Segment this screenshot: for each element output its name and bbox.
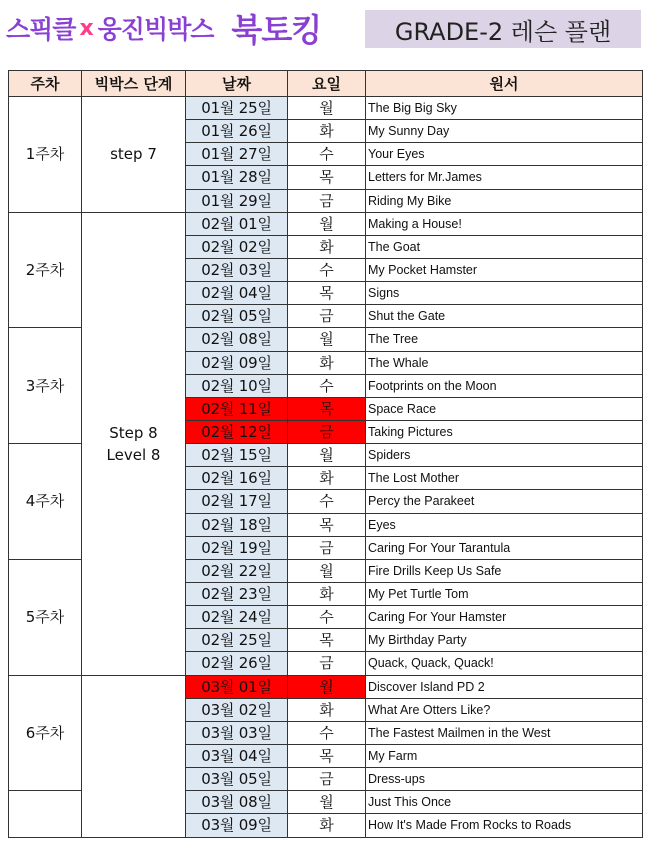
day-cell: 목 xyxy=(288,744,366,767)
book-title-cell: Eyes xyxy=(366,513,643,536)
day-cell: 수 xyxy=(288,721,366,744)
date-cell: 02월 25일 xyxy=(186,629,288,652)
header-date: 날짜 xyxy=(186,71,288,97)
book-title-cell: Fire Drills Keep Us Safe xyxy=(366,559,643,582)
day-cell: 수 xyxy=(288,374,366,397)
day-cell: 목 xyxy=(288,282,366,305)
date-cell: 03월 04일 xyxy=(186,744,288,767)
book-title-cell: Signs xyxy=(366,282,643,305)
day-cell: 화 xyxy=(288,582,366,605)
date-cell: 02월 24일 xyxy=(186,606,288,629)
brand-booktalking: 북토킹 xyxy=(231,11,322,49)
lesson-plan-table xyxy=(8,70,643,838)
book-title-cell: Letters for Mr.James xyxy=(366,166,643,189)
day-cell: 월 xyxy=(288,444,366,467)
book-title-cell: My Birthday Party xyxy=(366,629,643,652)
date-cell: 01월 28일 xyxy=(186,166,288,189)
table-row xyxy=(9,675,643,698)
stage-cell: step 7 xyxy=(82,97,186,213)
stage-cell xyxy=(82,212,186,675)
book-title-cell: My Farm xyxy=(366,744,643,767)
book-title-cell: The Tree xyxy=(366,328,643,351)
day-cell: 금 xyxy=(288,305,366,328)
week-cell: 2주차 xyxy=(9,212,82,328)
book-title-cell: Footprints on the Moon xyxy=(366,374,643,397)
date-cell: 02월 10일 xyxy=(186,374,288,397)
book-title-cell: The Whale xyxy=(366,351,643,374)
book-title-cell: Just This Once xyxy=(366,791,643,814)
page-header xyxy=(0,0,646,58)
stage-line: Level 8 xyxy=(106,445,161,464)
date-cell: 01월 29일 xyxy=(186,189,288,212)
book-title-cell: Discover Island PD 2 xyxy=(366,675,643,698)
stage-cell xyxy=(82,675,186,837)
day-cell: 화 xyxy=(288,467,366,490)
book-title-cell: My Pocket Hamster xyxy=(366,258,643,281)
header-stage: 빅박스 단계 xyxy=(82,71,186,97)
grade-plan-title: GRADE-2 레슨 플랜 xyxy=(365,10,641,48)
day-cell: 화 xyxy=(288,698,366,721)
book-title-cell: Taking Pictures xyxy=(366,420,643,443)
day-cell: 목 xyxy=(288,397,366,420)
book-title-cell: My Pet Turtle Tom xyxy=(366,582,643,605)
book-title-cell: My Sunny Day xyxy=(366,120,643,143)
book-title-cell: Making a House! xyxy=(366,212,643,235)
week-cell: 1주차 xyxy=(9,97,82,213)
date-cell: 02월 18일 xyxy=(186,513,288,536)
week-cell: 3주차 xyxy=(9,328,82,444)
book-title-cell: Your Eyes xyxy=(366,143,643,166)
date-cell: 03월 05일 xyxy=(186,768,288,791)
book-title-cell: Riding My Bike xyxy=(366,189,643,212)
day-cell: 수 xyxy=(288,606,366,629)
day-cell: 목 xyxy=(288,166,366,189)
table-header-row xyxy=(9,71,643,97)
book-title-cell: Quack, Quack, Quack! xyxy=(366,652,643,675)
date-cell: 02월 09일 xyxy=(186,351,288,374)
date-cell: 02월 08일 xyxy=(186,328,288,351)
book-title-cell: What Are Otters Like? xyxy=(366,698,643,721)
day-cell: 월 xyxy=(288,675,366,698)
day-cell: 월 xyxy=(288,212,366,235)
book-title-cell: The Goat xyxy=(366,235,643,258)
date-cell: 02월 19일 xyxy=(186,536,288,559)
week-cell: 6주차 xyxy=(9,675,82,791)
date-cell: 03월 08일 xyxy=(186,791,288,814)
date-cell: 01월 26일 xyxy=(186,120,288,143)
date-cell: 02월 02일 xyxy=(186,235,288,258)
date-cell: 03월 01일 xyxy=(186,675,288,698)
header-book: 원서 xyxy=(366,71,643,97)
day-cell: 목 xyxy=(288,513,366,536)
book-title-cell: How It's Made From Rocks to Roads xyxy=(366,814,643,837)
date-cell: 02월 17일 xyxy=(186,490,288,513)
day-cell: 월 xyxy=(288,97,366,120)
day-cell: 월 xyxy=(288,328,366,351)
book-title-cell: Space Race xyxy=(366,397,643,420)
date-cell: 01월 25일 xyxy=(186,97,288,120)
book-title-cell: The Lost Mother xyxy=(366,467,643,490)
date-cell: 02월 03일 xyxy=(186,258,288,281)
book-title-cell: The Big Big Sky xyxy=(366,97,643,120)
day-cell: 화 xyxy=(288,351,366,374)
date-cell: 02월 26일 xyxy=(186,652,288,675)
day-cell: 화 xyxy=(288,120,366,143)
date-cell: 02월 01일 xyxy=(186,212,288,235)
date-cell: 02월 12일 xyxy=(186,420,288,443)
table-body xyxy=(9,97,643,838)
brand-speakle: 스픽클 xyxy=(6,15,76,44)
day-cell: 수 xyxy=(288,143,366,166)
book-title-cell: Dress-ups xyxy=(366,768,643,791)
date-cell: 02월 11일 xyxy=(186,397,288,420)
day-cell: 수 xyxy=(288,490,366,513)
date-cell: 02월 15일 xyxy=(186,444,288,467)
book-title-cell: Caring For Your Tarantula xyxy=(366,536,643,559)
date-cell: 01월 27일 xyxy=(186,143,288,166)
day-cell: 월 xyxy=(288,791,366,814)
brand-cross-mark: x xyxy=(79,15,94,41)
header-day: 요일 xyxy=(288,71,366,97)
table-row xyxy=(9,212,643,235)
day-cell: 금 xyxy=(288,536,366,559)
date-cell: 03월 03일 xyxy=(186,721,288,744)
day-cell: 화 xyxy=(288,814,366,837)
date-cell: 03월 02일 xyxy=(186,698,288,721)
week-cell: 4주차 xyxy=(9,444,82,560)
day-cell: 수 xyxy=(288,258,366,281)
day-cell: 금 xyxy=(288,189,366,212)
book-title-cell: Spiders xyxy=(366,444,643,467)
table-row xyxy=(9,97,643,120)
day-cell: 월 xyxy=(288,559,366,582)
brand-bigbox: 웅진빅박스 xyxy=(97,15,214,44)
date-cell: 02월 05일 xyxy=(186,305,288,328)
day-cell: 금 xyxy=(288,768,366,791)
week-cell xyxy=(9,791,82,837)
stage-line: Step 8 xyxy=(109,423,158,442)
header-week: 주차 xyxy=(9,71,82,97)
date-cell: 03월 09일 xyxy=(186,814,288,837)
date-cell: 02월 22일 xyxy=(186,559,288,582)
date-cell: 02월 04일 xyxy=(186,282,288,305)
day-cell: 금 xyxy=(288,420,366,443)
day-cell: 금 xyxy=(288,652,366,675)
day-cell: 목 xyxy=(288,629,366,652)
book-title-cell: Shut the Gate xyxy=(366,305,643,328)
date-cell: 02월 16일 xyxy=(186,467,288,490)
week-cell: 5주차 xyxy=(9,559,82,675)
brand-logo xyxy=(6,8,321,48)
book-title-cell: The Fastest Mailmen in the West xyxy=(366,721,643,744)
book-title-cell: Caring For Your Hamster xyxy=(366,606,643,629)
book-title-cell: Percy the Parakeet xyxy=(366,490,643,513)
day-cell: 화 xyxy=(288,235,366,258)
date-cell: 02월 23일 xyxy=(186,582,288,605)
